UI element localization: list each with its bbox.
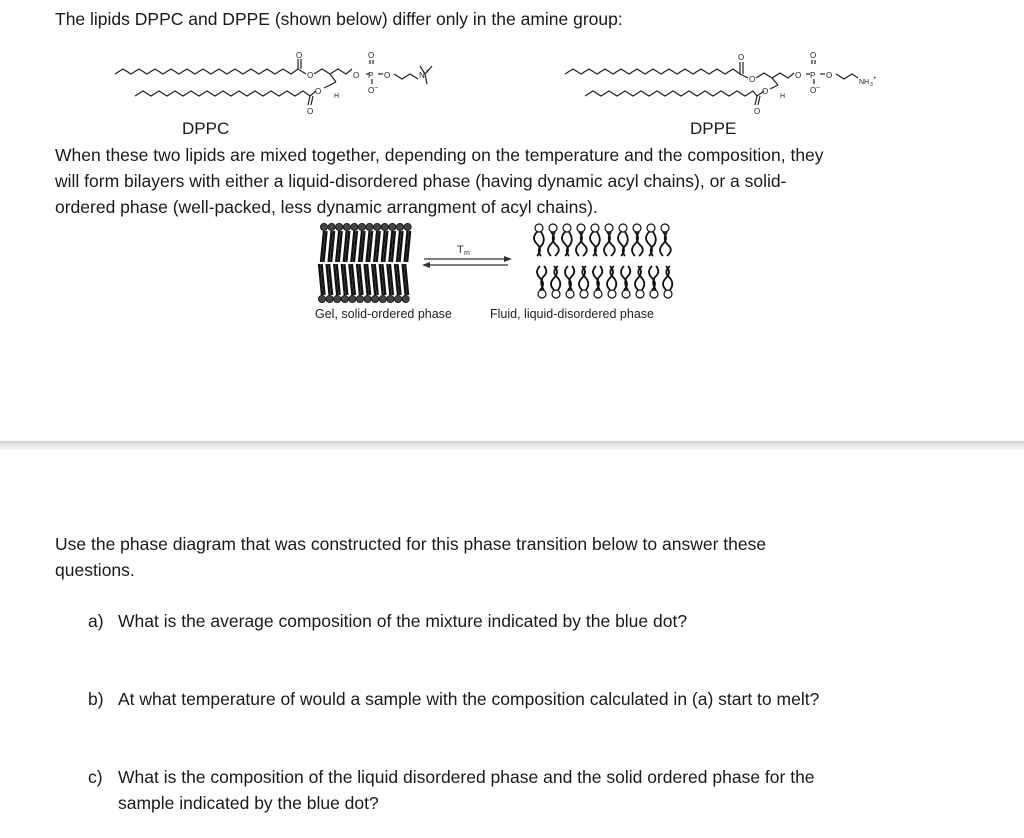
tm-label: T [457, 244, 464, 256]
paragraph-line: ordered phase (well-packed, less dynamic arrangment of acyl chains). [55, 197, 598, 217]
question-line: sample indicated by the blue dot? [118, 793, 379, 813]
lipid-head [341, 295, 348, 302]
question-line: What is the composition of the liquid disordered phase and the solid ordered phase for the [118, 767, 815, 787]
lipid-head [619, 224, 627, 232]
dppe-label: DPPE [690, 119, 737, 138]
lipid-head [396, 223, 403, 230]
lipid-tail [623, 232, 628, 256]
lipid-tail [595, 232, 600, 256]
lipid-head [326, 295, 333, 302]
dppc-o-top: O [368, 51, 375, 60]
lipid-tail [651, 232, 656, 256]
dppe-amine-charge: + [873, 76, 877, 82]
dppe-o-carbonyl1: O [738, 53, 745, 62]
question-text: At what temperature of would a sample with the composition calculated in (a) start to melt? [118, 689, 820, 709]
lipid-head [636, 290, 644, 298]
dppe-o-minus-sign: − [816, 85, 821, 92]
dppc-o-bridge1: O [353, 71, 360, 80]
dppc-p: P [368, 71, 374, 80]
lipid-tail [597, 266, 602, 290]
question-letter: a) [88, 611, 104, 631]
lipid-head [366, 223, 373, 230]
lipid-head [387, 295, 394, 302]
dppc-label: DPPC [182, 119, 230, 138]
dppe-h: H [780, 93, 786, 100]
dppc-o-minus-sign: − [374, 85, 379, 92]
lipid-tail [625, 266, 630, 290]
lipid-tail [637, 232, 643, 256]
lipid-tail [581, 232, 587, 256]
lipid-head [664, 290, 672, 298]
tm-subscript: m [464, 250, 470, 257]
lipid-head [374, 223, 381, 230]
lipid-head [647, 224, 655, 232]
lipid-tail [569, 266, 574, 290]
lipid-head [356, 295, 363, 302]
lipid-tail [541, 266, 546, 290]
question-text [118, 764, 918, 816]
intro-text: The lipids DPPC and DPPE (shown below) differ only in the amine group: [55, 9, 623, 29]
lipid-tail [567, 232, 572, 256]
lipid-head [591, 224, 599, 232]
lipid-head [566, 290, 574, 298]
lipid-head [389, 223, 396, 230]
dppe-amine-sub: 3 [870, 82, 873, 88]
lipid-head [394, 295, 401, 302]
instruction-text [55, 531, 955, 583]
question-text: What is the average composition of the mixture indicated by the blue dot? [118, 611, 688, 631]
lipid-head [328, 223, 335, 230]
dppc-amine-charge: + [426, 69, 430, 75]
question-letter: c) [88, 767, 103, 787]
lipid-head [535, 224, 543, 232]
lipid-head [402, 295, 409, 302]
lipid-head [318, 295, 325, 302]
dppe-o-carbonyl2: O [754, 107, 761, 116]
lipid-head [351, 223, 358, 230]
lipid-tail [609, 232, 615, 256]
lipid-head [320, 223, 327, 230]
lipid-head [404, 223, 411, 230]
gel-phase-bilayer [315, 222, 415, 304]
lipid-head [552, 290, 560, 298]
dppc-h: H [334, 93, 340, 100]
question-letter: b) [88, 689, 104, 709]
lipid-head [358, 223, 365, 230]
lipid-head [633, 224, 641, 232]
instruction-line: questions. [55, 560, 135, 580]
transition-arrows [422, 242, 514, 272]
dppe-o-top: O [810, 51, 817, 60]
dppe-p: P [810, 71, 816, 80]
lipid-head [379, 295, 386, 302]
dppc-structure [110, 52, 480, 122]
lipid-head [364, 295, 371, 302]
lipid-head [577, 224, 585, 232]
lipid-head [349, 295, 356, 302]
lipid-tail [665, 232, 671, 256]
lipid-head [549, 224, 557, 232]
fluid-phase-label: Fluid, liquid-disordered phase [490, 307, 654, 321]
lipid-tail [539, 232, 544, 256]
dppe-amine: NH [859, 79, 870, 86]
dppc-o-minus: O [368, 86, 375, 95]
lipid-head [336, 223, 343, 230]
dppc-amine: N [419, 71, 425, 80]
paragraph-line: will form bilayers with either a liquid-disordered phase (having dynamic acyl chains), or a solid- [55, 171, 787, 191]
instruction-line: Use the phase diagram that was constructed for this phase transition below to answer these [55, 534, 767, 554]
lipid-head [661, 224, 669, 232]
dppc-o-carbonyl1: O [296, 51, 303, 60]
dppc-o-ester1: O [307, 71, 314, 80]
paragraph-line: When these two lipids are mixed together, depending on the temperature and the composition, they [55, 145, 824, 165]
lipid-head [622, 290, 630, 298]
lipid-tail [553, 232, 559, 256]
lipid-head [594, 290, 602, 298]
fluid-phase-bilayer [525, 222, 685, 300]
gel-phase-label: Gel, solid-ordered phase [315, 307, 452, 321]
dppc-o-bridge2: O [384, 71, 391, 80]
lipid-head [580, 290, 588, 298]
dppe-o-minus: O [810, 86, 817, 95]
lipid-head [372, 295, 379, 302]
lipid-head [650, 290, 658, 298]
lipid-head [343, 223, 350, 230]
lipid-head [381, 223, 388, 230]
description-paragraph [55, 142, 955, 220]
dppe-o-ester1: O [749, 75, 756, 84]
lipid-head [334, 295, 341, 302]
dppe-o-ester2: O [762, 87, 769, 96]
lipid-tail [653, 266, 658, 290]
dppc-o-ester2: O [315, 87, 322, 96]
dppe-structure [560, 52, 900, 122]
lipid-head [608, 290, 616, 298]
section-divider [0, 441, 1024, 450]
dppc-o-carbonyl2: O [307, 107, 314, 116]
dppe-o-bridge1: O [795, 71, 802, 80]
lipid-head [563, 224, 571, 232]
lipid-head [605, 224, 613, 232]
lipid-head [538, 290, 546, 298]
dppe-o-bridge2: O [826, 71, 833, 80]
